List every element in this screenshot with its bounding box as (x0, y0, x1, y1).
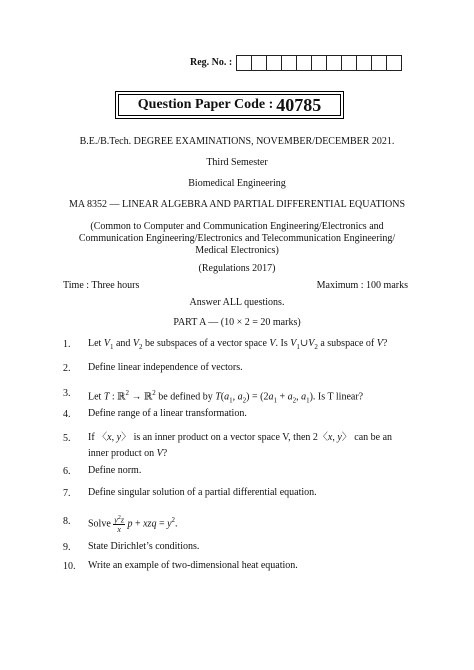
semester: Third Semester (206, 157, 268, 168)
common-line-1: (Common to Computer and Communication Engineering/Electronics and (90, 221, 384, 232)
reg-no-digit-box[interactable] (387, 56, 401, 70)
question-5-text: If 〈x, y〉 is an inner product on a vector space V, then 2〈x, y〉 can be an inner product on V? (88, 432, 393, 459)
reg-no-digit-box[interactable] (342, 56, 357, 70)
code-value: 40785 (276, 94, 322, 115)
maximum-marks: Maximum : 100 marks (316, 280, 408, 291)
question-number: 3. (63, 388, 71, 399)
reg-no-digit-box[interactable] (372, 56, 387, 70)
question-7-text: Define singular solution of a partial differential equation. (88, 487, 317, 498)
question-number: 1. (63, 339, 71, 350)
reg-no-digit-box[interactable] (357, 56, 372, 70)
question-number: 8. (63, 516, 71, 527)
time-allowed: Time : Three hours (63, 280, 140, 291)
question-1-text: Let $V_1$ and $V_2$ be subspaces of a vector space V. Is $V_1\cup V_2$ a subspace of V? (88, 338, 388, 351)
department: Biomedical Engineering (188, 178, 286, 189)
question-paper-code-box (115, 91, 344, 119)
question-10-text: Write an example of two-dimensional heat equation. (88, 560, 298, 571)
question-number: 7. (63, 488, 71, 499)
exam-title: B.E./B.Tech. DEGREE EXAMINATIONS, NOVEMBER/DECEMBER 2021. (79, 136, 395, 147)
regulations: (Regulations 2017) (198, 263, 276, 274)
question-8-text: Solve $\frac{y^2z}{x}$ p + xzq = $y^2$. (88, 514, 178, 535)
question-9-text: State Dirichlet’s conditions. (88, 541, 200, 552)
code-label: Question Paper Code : (137, 97, 274, 112)
reg-no-digit-box[interactable] (267, 56, 282, 70)
question-number: 9. (63, 542, 71, 553)
reg-no-label: Reg. No. : (190, 57, 233, 68)
question-number: 10. (63, 561, 76, 572)
question-2-text: Define linear independence of vectors. (88, 362, 243, 373)
reg-no-digit-box[interactable] (237, 56, 252, 70)
question-6-text: Define norm. (88, 465, 142, 476)
common-line-2: Communication Engineering/Electronics and Telecommunication Engineering/ (78, 233, 396, 244)
reg-no-digit-box[interactable] (297, 56, 312, 70)
question-number: 4. (63, 409, 71, 420)
reg-no-digit-box[interactable] (312, 56, 327, 70)
reg-no-digit-box[interactable] (327, 56, 342, 70)
question-number: 6. (63, 466, 71, 477)
question-3-text: Let T : ℝ$^2$ → ℝ$^2$ be defined by $T(a_1$, $a_2) = (2a_1 + a_2$, $a_1$). Is T linear? (88, 389, 364, 405)
reg-no-digit-box[interactable] (252, 56, 267, 70)
reg-no-digit-box[interactable] (282, 56, 297, 70)
part-a-heading: PART A — (10 × 2 = 20 marks) (173, 317, 301, 328)
question-number: 2. (63, 363, 71, 374)
question-4-text: Define range of a linear transformation. (88, 408, 247, 419)
course-title: MA 8352 — LINEAR ALGEBRA AND PARTIAL DIFFERENTIAL EQUATIONS (68, 199, 406, 210)
instruction: Answer ALL questions. (189, 297, 285, 308)
reg-no-boxes (236, 55, 402, 71)
common-line-3: Medical Electronics) (195, 245, 279, 256)
question-number: 5. (63, 433, 71, 444)
